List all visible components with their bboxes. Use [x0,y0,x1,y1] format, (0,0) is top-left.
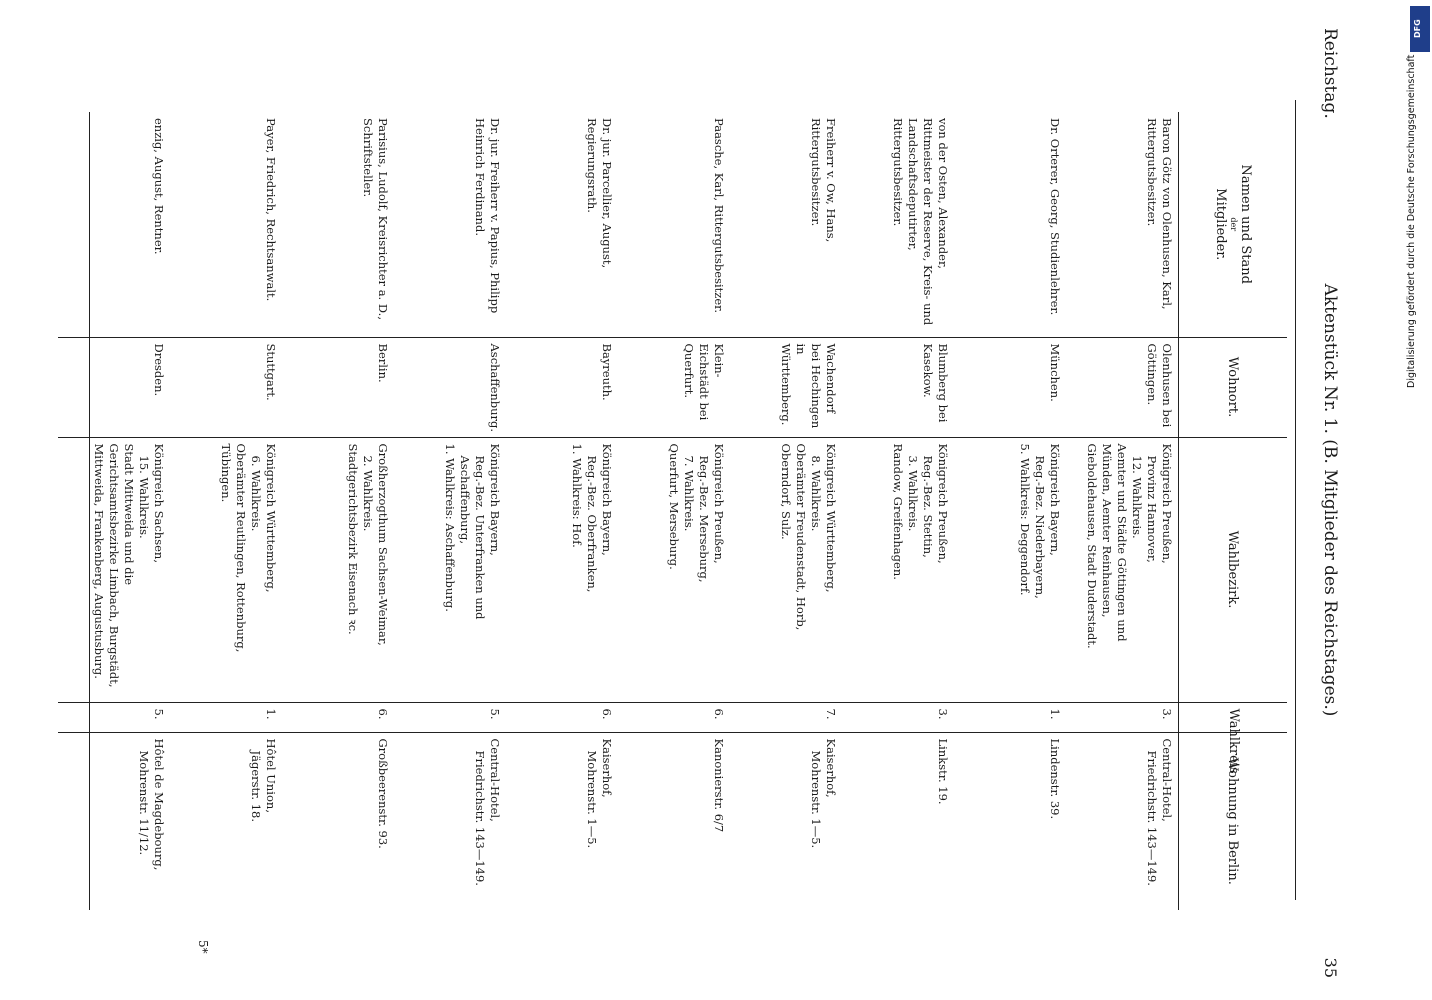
constituency-line: Königreich Bayern, [488,443,502,556]
table-row [506,112,618,910]
constituency-line: 3. Wahlkreis. [906,455,920,532]
address-line: Lindenstr. 39. [1048,738,1062,820]
member-residence: Olenhusen bei Göttingen. [1066,337,1179,437]
dfg-logo [1410,6,1430,52]
address-line: Mohrenstr. 11/12. [137,750,151,856]
constituency-line: Reg.-Bez. Niederbayern, [1033,455,1047,599]
member-name: Dr. jur. Freiherr v. Papius, Philipp Heinrich Ferdinand. [473,118,502,314]
constituency-line: 6. Wahlkreis. [249,455,263,532]
table-header-row [1179,112,1288,910]
table-row [394,112,506,910]
member-berlin-address [954,732,1066,910]
member-name: Dr. jur. Parcellier, August, Regierungsrath. [585,118,614,269]
constituency-line: Oberämter Reutlingen, Rottenburg, Tübingen. [219,443,248,653]
constituency-line: 2. Wahlkreis. [361,455,375,532]
col-header-bezirk: Wahlbezirk. [1179,437,1288,702]
constituency-line: 1. Wahlkreis: Hof. [570,443,584,548]
member-residence: Dresden. [58,337,170,437]
constituency-line: Stadtgerichtsbezirk Eisenach ꝛc. [346,443,360,635]
member-constituency [506,437,618,702]
table-row [618,112,730,910]
member-residence: Aschaffenburg. [394,337,506,437]
bottom-rule [89,112,90,910]
member-constituency [954,437,1066,702]
address-line: Central-Hotel, [488,738,502,822]
address-line: Mohrenstr. 1—5. [585,750,599,849]
constituency-line: 1. Wahlkreis: Aschaffenburg. [443,443,457,612]
member-name: von der Osten, Alexander, Rittmeister der Reserve, Kreis- und Landschaftsdeputirter, Rittergutsbesitzer. [891,118,950,326]
address-line: Mohrenstr. 1—5. [809,750,823,849]
member-berlin-address [618,732,730,910]
member-wahlkreis: 6. [506,702,618,732]
member-berlin-address [506,732,618,910]
col-header-name-sub1: der [1229,217,1238,232]
constituency-line: Königreich Sachsen, [152,443,166,563]
constituency-line: 7. Wahlkreis. [682,455,696,532]
member-residence: Klein-Eichstädt bei Querfurt. [618,337,730,437]
member-constituency [730,437,842,702]
address-line: Kaiserhof, [824,738,838,798]
member-berlin-address [58,732,170,910]
col-header-wahlkreis: Wahlkreis [1179,702,1288,732]
member-name: Baron Götz von Olenhusen, Karl, Rittergutsbesitzer. [1145,118,1174,310]
header-left: Reichstag. [1320,28,1340,119]
table-row [842,112,954,910]
member-wahlkreis: 5. [394,702,506,732]
member-wahlkreis: 1. [954,702,1066,732]
address-line: Kanonierstr. 6/7 [712,738,726,833]
member-constituency [618,437,730,702]
constituency-line: Großherzogthum Sachsen-Weimar, [376,443,390,646]
member-berlin-address [394,732,506,910]
constituency-line: Reg.-Bez. Merseburg, [697,455,711,583]
constituency-line: Oberämter Freudenstadt, Horb, Oberndorf, Sulz. [779,443,808,631]
constituency-line: Randow, Greifenhagen. [891,443,905,580]
member-constituency [842,437,954,702]
constituency-line: Königreich Bayern, [600,443,614,556]
header-rule [1295,100,1296,900]
constituency-line: Königreich Preußen, [1160,443,1174,564]
member-constituency [282,437,394,702]
table-row [170,112,282,910]
member-berlin-address [170,732,282,910]
member-berlin-address [730,732,842,910]
address-line: Hôtel Union, [264,738,278,813]
constituency-line: Reg.-Bez. Stettin, [921,455,935,558]
member-residence: Blumberg bei Kasekow. [842,337,954,437]
dfg-logo-text: DFG [1413,19,1422,38]
address-line: Central-Hotel, [1160,738,1174,822]
constituency-line: Königreich Preußen, [712,443,726,564]
member-wahlkreis: 3. [842,702,954,732]
member-wahlkreis: 1. [170,702,282,732]
address-line: Friedrichstr. 143—149. [1145,750,1159,886]
member-name: Paasche, Karl, Rittergutsbesitzer. [712,118,726,314]
page-signature: 5* [196,940,210,954]
member-name: Parisius, Ludolf, Kreisrichter a. D., Schriftsteller. [361,118,390,320]
member-wahlkreis: 6. [618,702,730,732]
member-residence: Bayreuth. [506,337,618,437]
constituency-line: 5. Wahlkreis: Deggendorf. [1018,443,1032,596]
constituency-line: Königreich Württemberg, [824,443,838,593]
member-berlin-address [282,732,394,910]
col-header-wohnung: Wohnung in Berlin. [1179,732,1288,910]
constituency-line: Aemter und Städte Göttingen und Münden, Aemter Reinhausen, Gieboldehausen, Stadt Duderstadt. [1085,443,1129,649]
constituency-line: Königreich Preußen, [936,443,950,564]
constituency-line: Querfurt, Merseburg. [667,443,681,570]
member-name: Dr. Orterer, Georg, Studienlehrer. [1048,118,1062,316]
member-name: Payer, Friedrich, Rechtsanwalt. [264,118,278,302]
address-line: Kaiserhof, [600,738,614,798]
table-body [58,112,1179,910]
member-constituency [170,437,282,702]
member-residence: München. [954,337,1066,437]
col-header-name-main: Namen und Stand [1238,164,1253,284]
constituency-line: Provinz Hannover, [1145,455,1159,563]
table-row [730,112,842,910]
member-name: Freiherr v. Ow, Hans, Rittergutsbesitzer. [809,118,838,243]
constituency-line: 8. Wahlkreis. [809,455,823,532]
member-residence: Stuttgart. [170,337,282,437]
address-line: Hôtel de Magdebourg, [152,738,166,871]
constituency-line: Königreich Bayern, [1048,443,1062,556]
constituency-line: 15. Wahlkreis. [137,455,151,539]
member-wahlkreis: 7. [730,702,842,732]
member-name: enzig, August, Rentner. [152,118,166,255]
dfg-funding-notice: Digitalisierung gefördert durch die Deutsche Forschungsgemeinschaft [1406,54,1417,388]
table-row [1066,112,1179,910]
constituency-line: Reg.-Bez. Oberfranken, [585,455,599,593]
member-constituency [1066,437,1179,702]
constituency-line: Königreich Württemberg, [264,443,278,593]
member-residence: Wachendorf bei Hechingen in Württemberg. [730,337,842,437]
table-row [58,112,170,910]
member-constituency [58,437,170,702]
member-berlin-address [1066,732,1179,910]
header-title: Aktenstück Nr. 1. (B. Mitglieder des Reichstages.) [1320,283,1340,717]
constituency-line: 12. Wahlkreis. [1130,455,1144,539]
col-header-name [1179,112,1288,337]
address-line: Jägerstr. 18. [249,750,263,822]
address-line: Großbeerenstr. 93. [376,738,390,849]
table-row [954,112,1066,910]
members-table [58,112,1287,910]
member-residence: Berlin. [282,337,394,437]
col-header-ort: Wohnort. [1179,337,1288,437]
page-number: 35 [1321,957,1340,978]
constituency-line: Reg.-Bez. Unterfranken und Aschaffenburg, [458,455,487,620]
member-constituency [394,437,506,702]
member-wahlkreis: 6. [282,702,394,732]
member-wahlkreis: 3. [1066,702,1179,732]
table-row [282,112,394,910]
address-line: Friedrichstr. 143—149. [473,750,487,886]
member-wahlkreis: 5. [58,702,170,732]
address-line: Linkstr. 19. [936,738,950,805]
constituency-line: Stadt Mittweida und die Gerichtsamtsbezirke Limbach, Burgstädt, Mittweida, Frankenberg, Augustusburg. [92,443,136,688]
col-header-name-sub2: Mitglieder. [1213,188,1228,261]
member-berlin-address [842,732,954,910]
